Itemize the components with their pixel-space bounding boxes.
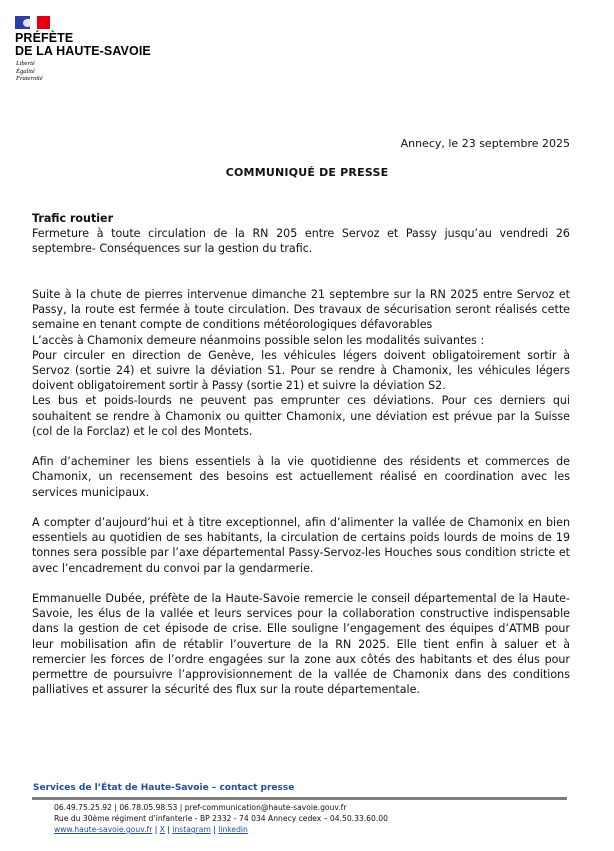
x-link[interactable]: X [159,825,165,834]
separator: | [164,825,173,834]
motto-egalite: Égalité [16,67,35,75]
paragraph-3: A compter d’aujourd’hui et à titre exceptionnel, afin d’alimenter la vallée de Chamonix en bien essentiels au quotidien de ses habitants, la circulation de certains poids lourds de moins de 19 tonnes sera possible par l’axe départemental Passy-Servoz-les Houches sous condition stricte et avec l’encadrement du convoi par la gendarmerie. [32,516,570,575]
motto-fraternite: Fraternité [16,75,43,82]
paragraph-1-line-1: Suite à la chute de pierres intervenue dimanche 21 septembre sur la RN 2025 entre Servoz et Passy, la route est fermée à toute circulation. Des travaux de sécurisation seront réalisés cette semaine en tenant compte de conditions météorologiques défavorables [32,288,570,332]
press-contact-footer [32,783,567,835]
paragraph-2: Afin d’acheminer les biens essentiels à la vie quotidienne des résidents et commerces de Chamonix, un recensement des besoins est actuellement réalisé en coordination avec les services municipaux. [32,455,570,499]
linkedin-link[interactable]: linkedin [218,825,248,834]
paragraph-4: Emmanuelle Dubée, préfète de la Haute-Savoie remercie le conseil départemental de la Haute-Savoie, les élus de la vallée et leurs services pour la collaboration constructive indispensable dans la gestion de cet épisode de crise. Elle souligne l’engagement des équipes d’ATMB pour leur mobilisation afin de rétablir l’ouverture de la RN 2025. Elle tient enfin à saluer et à remercier les forces de l’ordre engagées sur la zone aux côtés des habitants et des élus pour permettre de poursuivre l’approvisionnement de la vallée de Chamonix dans des conditions palliatives et assurer la sécurité des flux sur la route départementale. [32,592,570,697]
footer-title: Services de l’État de Haute-Savoie – contact presse [33,783,295,793]
document-title: COMMUNIQUÉ DE PRESSE [225,166,389,179]
date-line: Annecy, le 23 septembre 2025 [400,137,570,150]
motto-liberte: Liberté [16,60,35,67]
prefecture-name [15,32,215,58]
separator: | [152,825,160,834]
paragraph-1-line-3: Pour circuler en direction de Genève, les véhicules légers doivent obligatoirement sortir à Servoz (sortie 24) et suivre la déviation S1. Pour se rendre à Chamonix, les véhicules légers doivent obligatoirement sortir à Passy (sortie 21) et suivre la déviation S2. [32,348,570,393]
instagram-link[interactable]: instagram [172,825,211,834]
section-subtitle: Fermeture à toute circulation de la RN 205 entre Servoz et Passy jusqu’au vendredi 26 septembre- Conséquences sur la gestion du trafic. [32,227,570,256]
footer-links [54,824,567,835]
separator: | [210,825,219,834]
prefecture-line-2: DE LA HAUTE-SAVOIE [15,44,151,58]
paragraph-1-line-2: L’accès à Chamonix demeure néanmoins possible selon les modalités suivantes : [32,333,485,347]
press-release-body [32,211,570,697]
republic-motto [16,60,43,83]
section-heading: Trafic routier [32,212,114,225]
prefecture-line-1: PRÉFÈTE [15,31,74,45]
marianne-flag-icon [15,16,50,29]
paragraph-1-line-4: Les bus et poids-lourds ne peuvent pas emprunter ces déviations. Pour ces derniers qui souhaitent se rendre à Chamonix ou quitter Chamonix, une déviation est prévue par la Suisse (col de la Forclaz) et le col des Montets. [32,394,570,438]
footer-address-line: Rue du 30ème régiment d’infanterie - BP 2332 - 74 034 Annecy cedex – 04.50.33.60.00 [54,814,388,823]
footer-contact-line: 06.49.75.25.92 | 06.78.05.98.53 | pref-communication@haute-savoie.gouv.fr [54,803,347,812]
footer-divider [32,797,567,800]
website-link[interactable]: www.haute-savoie.gouv.fr [54,825,153,834]
